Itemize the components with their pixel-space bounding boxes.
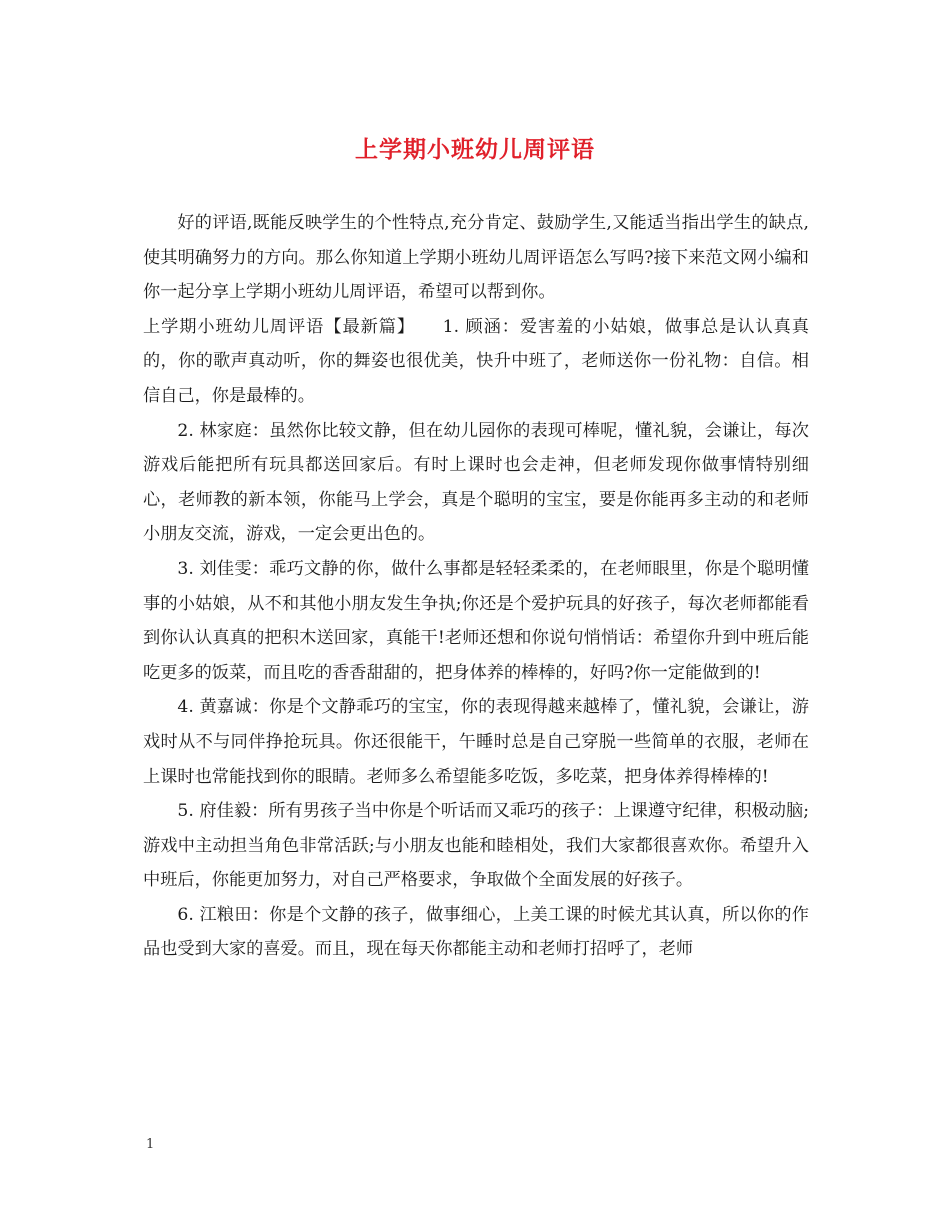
comment-paragraph-3: 3. 刘佳雯：乖巧文静的你，做什么事都是轻轻柔柔的，在老师眼里，你是个聪明懂事的小姑娘，从不和其他小朋友发生争执;你还是个爱护玩具的好孩子，每次老师都能看到你认认真真的把积木送回家，真能干!老师还想和你说句悄悄话：希望你升到中班后能吃更多的饭菜，而且吃的香香甜甜的，把身体养的棒棒的，好吗?你一定能做到的! [143,558,809,683]
page-number: 1 [146,1137,155,1152]
intro-paragraph: 好的评语,既能反映学生的个性特点,充分肯定、鼓励学生,又能适当指出学生的缺点,使其明确努力的方向。那么你知道上学期小班幼儿周评语怎么写吗?接下来范文网小编和你一起分享上学期小班幼儿周评语，希望可以帮到你。 [143,213,809,303]
comment-paragraph-6: 6. 江粮田：你是个文静的孩子，做事细心，上美工课的时候尤其认真，所以你的作品也受到大家的喜爱。而且，现在每天你都能主动和老师打招呼了，老师 [143,904,809,960]
document-body [143,206,809,967]
comment-paragraph-2: 2. 林家庭：虽然你比较文静，但在幼儿园你的表现可棒呢，懂礼貌，会谦让，每次游戏后能把所有玩具都送回家后。有时上课时也会走神，但老师发现你做事情特别细心，老师教的新本领，你能马上学会，真是个聪明的宝宝，要是你能再多主动的和老师小朋友交流，游戏，一定会更出色的。 [143,420,809,545]
comment-paragraph-4: 4. 黄嘉诚：你是个文静乖巧的宝宝，你的表现得越来越棒了，懂礼貌，会谦让，游戏时从不与同伴挣抢玩具。你还很能干，午睡时总是自己穿脱一些简单的衣服，老师在上课时也常能找到你的眼睛。老师多么希望能多吃饭，多吃菜，把身体养得棒棒的! [143,697,809,787]
document-title: 上学期小班幼儿周评语 [355,136,595,163]
comment-paragraph-1: 上学期小班幼儿周评语【最新篇】 1. 顾涵：爱害羞的小姑娘，做事总是认认真真的，你的歌声真动听，你的舞姿也很优美，快升中班了，老师送你一份礼物：自信。相信自己，你是最棒的。 [143,316,809,406]
comment-paragraph-5: 5. 府佳毅：所有男孩子当中你是个听话而又乖巧的孩子：上课遵守纪律，积极动脑;游戏中主动担当角色非常活跃;与小朋友也能和睦相处，我们大家都很喜欢你。希望升入中班后，你能更加努力，对自己严格要求，争取做个全面发展的好孩子。 [143,801,809,891]
